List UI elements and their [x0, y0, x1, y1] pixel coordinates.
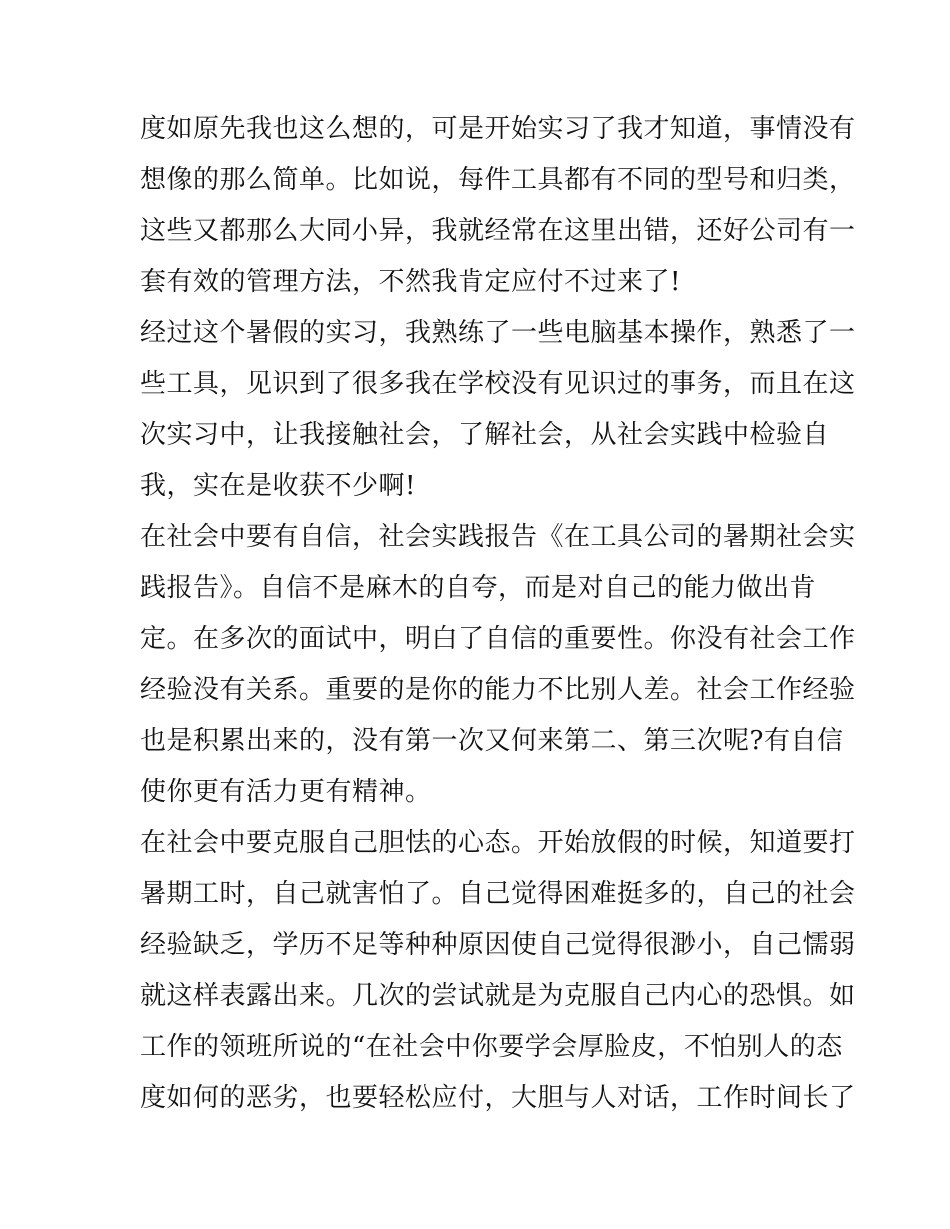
- text-line: 使你更有活力更有精神。: [140, 777, 432, 807]
- text-line: 经验缺乏，学历不足等种种原因使自己觉得很渺小，自己懦弱: [140, 930, 856, 960]
- text-line: 在社会中要有自信，社会实践报告《在工具公司的暑期社会实: [140, 522, 856, 552]
- text-line: 次实习中，让我接触社会，了解社会，从社会实践中检验自: [140, 420, 830, 450]
- text-line: 想像的那么简单。比如说，每件工具都有不同的型号和归类，: [140, 165, 856, 195]
- text-line: 些工具，见识到了很多我在学校没有见识过的事务，而且在这: [140, 369, 856, 399]
- text-line: 度如原先我也这么想的，可是开始实习了我才知道，事情没有: [140, 114, 856, 144]
- text-line: 经验没有关系。重要的是你的能力不比别人差。社会工作经验: [140, 675, 856, 705]
- text-line: 在社会中要克服自己胆怯的心态。开始放假的时候，知道要打: [140, 828, 856, 858]
- text-line: 度如何的恶劣，也要轻松应付，大胆与人对话，工作时间长了: [140, 1083, 856, 1113]
- text-line: 也是积累出来的，没有第一次又何来第二、第三次呢?有自信: [140, 726, 844, 756]
- text-line: 工作的领班所说的“在社会中你要学会厚脸皮，不怕别人的态: [140, 1032, 843, 1062]
- text-line: 我，实在是收获不少啊!: [140, 471, 416, 501]
- text-line: 践报告》。自信不是麻木的自夸，而是对自己的能力做出肯: [140, 573, 817, 603]
- text-line: 就这样表露出来。几次的尝试就是为克服自己内心的恐惧。如: [140, 981, 856, 1011]
- text-line: 经过这个暑假的实习，我熟练了一些电脑基本操作，熟悉了一: [140, 318, 856, 348]
- text-line: 这些又都那么大同小异，我就经常在这里出错，还好公司有一: [140, 216, 856, 246]
- body-text: [140, 104, 856, 1124]
- text-line: 暑期工时，自己就害怕了。自己觉得困难挺多的，自己的社会: [140, 879, 856, 909]
- text-line: 套有效的管理方法，不然我肯定应付不过来了!: [140, 267, 681, 297]
- text-line: 定。在多次的面试中，明白了自信的重要性。你没有社会工作: [140, 624, 856, 654]
